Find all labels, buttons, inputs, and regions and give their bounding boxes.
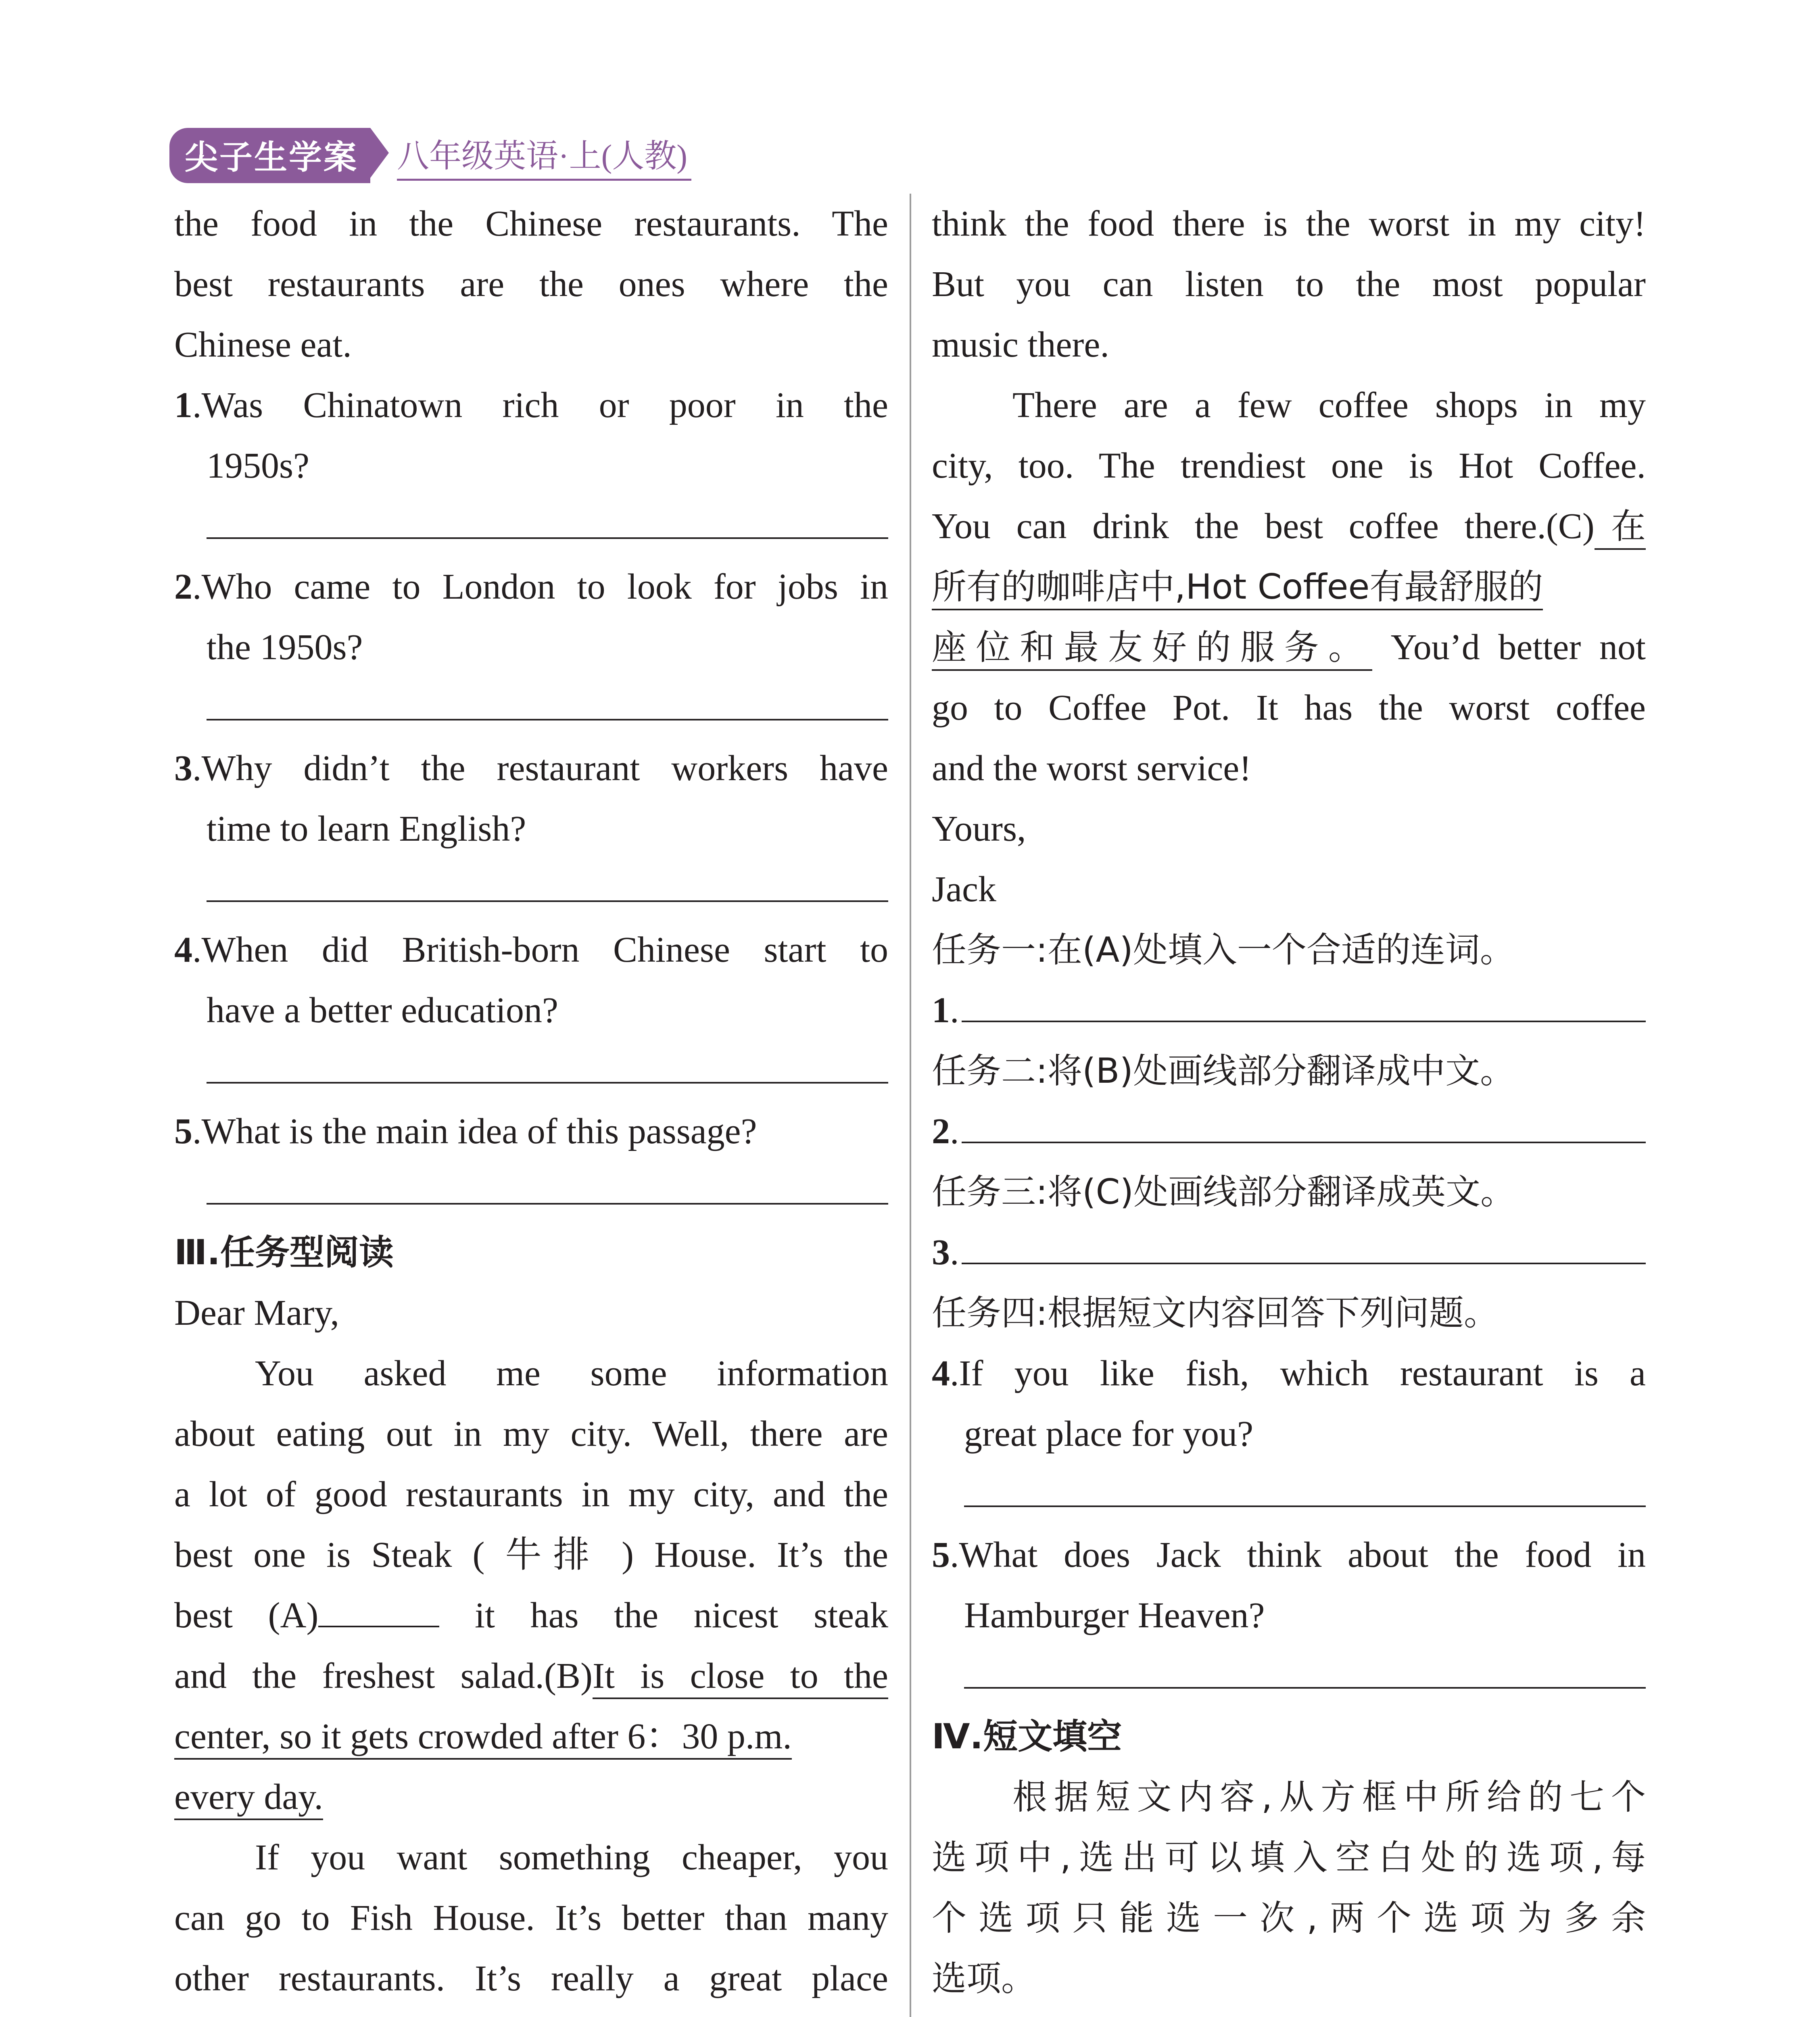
- answer-line-2[interactable]: [174, 678, 888, 738]
- instruction-line: 根据短文内容,从方框中所给的七个: [1012, 1777, 1646, 1817]
- text-line: You can drink the best coffee there.(C)在: [932, 496, 1646, 557]
- text-line: [932, 557, 1646, 617]
- text-line: But you can listen to the most popular: [932, 264, 1646, 304]
- question-2-cont: the 1950s?: [207, 627, 363, 667]
- blank-a[interactable]: [318, 1593, 439, 1627]
- answer-line-3[interactable]: [174, 859, 888, 920]
- brand-label: 尖子生学案: [169, 128, 370, 183]
- text-line: Chinese eat.: [174, 325, 352, 365]
- answer-line-4[interactable]: [174, 1041, 888, 1101]
- text-line: 座位和最友好的服务。 You’d better not: [932, 617, 1646, 678]
- task-3: 任务三:将(C)处画线部分翻译成英文。: [932, 1172, 1515, 1212]
- instruction-line: 个选项只能选一次,两个选项为多余: [932, 1898, 1646, 1938]
- question-3-cont: time to learn English?: [207, 809, 526, 849]
- text-line: [174, 1706, 888, 1767]
- question-4-cont: great place for you?: [964, 1414, 1254, 1454]
- text-line: best restaurants are the ones where the: [174, 264, 888, 304]
- text-line-blank-a: best (A) it has the nicest steak: [174, 1585, 888, 1646]
- section-4-heading: Ⅳ.短文填空: [932, 1716, 1122, 1757]
- text-line: [174, 2009, 888, 2017]
- answer-line-4[interactable]: [932, 1464, 1646, 1525]
- text-line: think the food there is the worst in my city!: [932, 204, 1646, 244]
- text-line: can go to Fish House. It’s better than many: [174, 1898, 888, 1938]
- answer-line-5[interactable]: [932, 1646, 1646, 1706]
- column-divider: [910, 194, 911, 2017]
- task-2-answer[interactable]: 2 .: [932, 1101, 1646, 1162]
- text-line: go to Coffee Pot. It has the worst coffee: [932, 688, 1646, 728]
- page-header: [169, 127, 691, 184]
- text-line: and the freshest salad.(B)It is close to the: [174, 1646, 888, 1706]
- question-1: 1.Was Chinatown rich or poor in the: [174, 385, 888, 425]
- letter-closing: Yours,: [932, 809, 1026, 849]
- question-5: 5.What does Jack think about the food in: [932, 1535, 1646, 1575]
- text-line: about eating out in my city. Well, there are: [174, 1414, 888, 1454]
- text-line: city, too. The trendiest one is Hot Coffee.: [932, 446, 1646, 486]
- instruction-line: 选项。: [932, 1959, 1036, 1999]
- question-4: 4.If you like fish, which restaurant is a: [932, 1353, 1646, 1393]
- right-column: [932, 194, 1646, 2017]
- task-3-answer[interactable]: 3 .: [932, 1222, 1646, 1283]
- text-line: There are a few coffee shops in my: [1012, 385, 1646, 425]
- text-line: a lot of good restaurants in my city, and the: [174, 1474, 888, 1514]
- question-1-cont: 1950s?: [207, 446, 309, 486]
- text-line: [932, 2009, 1646, 2017]
- question-5: 5.What is the main idea of this passage?: [174, 1111, 757, 1151]
- underlined-c: 座位和最友好的服务。: [932, 627, 1372, 671]
- text-line: the food in the Chinese restaurants. The: [174, 204, 888, 244]
- text-line: If you want something cheaper, you: [255, 1837, 888, 1877]
- underlined-b: It is close to the: [593, 1656, 888, 1699]
- underlined-c: 在: [1595, 506, 1646, 550]
- question-3: 3.Why didn’t the restaurant workers have: [174, 748, 888, 788]
- letter-signature: Jack: [932, 869, 996, 909]
- task-4: 任务四:根据短文内容回答下列问题。: [932, 1293, 1499, 1333]
- section-3-heading: Ⅲ.任务型阅读: [174, 1232, 394, 1273]
- text-line: other restaurants. It’s really a great place: [174, 1959, 888, 1998]
- task-2: 任务二:将(B)处画线部分翻译成中文。: [932, 1051, 1515, 1091]
- text-line: music there.: [932, 325, 1109, 365]
- text-line: and the worst service!: [932, 748, 1252, 788]
- left-column: [174, 194, 888, 2017]
- task-1-answer[interactable]: 1 .: [932, 980, 1646, 1041]
- answer-line-5[interactable]: [174, 1162, 888, 1222]
- letter-greeting: Dear Mary,: [174, 1293, 339, 1333]
- question-5-cont: Hamburger Heaven?: [964, 1595, 1265, 1635]
- text-line: [174, 1767, 888, 1827]
- underlined-b: center, so it gets crowded after 6：30 p.m.: [174, 1716, 792, 1760]
- instruction-line: 选项中,选出可以填入空白处的选项,每: [932, 1837, 1646, 1878]
- text-line: best one is Steak ( 牛排 ) House. It’s the: [174, 1535, 888, 1575]
- answer-line-1[interactable]: [174, 496, 888, 557]
- underlined-c: 所有的咖啡店中,Hot Coffee有最舒服的: [932, 567, 1543, 610]
- question-4: 4.When did British‐born Chinese start to: [174, 930, 888, 970]
- question-4-cont: have a better education?: [207, 990, 559, 1030]
- question-2: 2.Who came to London to look for jobs in: [174, 567, 888, 607]
- underlined-b: every day.: [174, 1777, 323, 1820]
- book-subtitle: 八年级英语·上(人教): [397, 130, 691, 181]
- task-1: 任务一:在(A)处填入一个合适的连词。: [932, 930, 1515, 970]
- text-line: You asked me some information: [255, 1353, 888, 1393]
